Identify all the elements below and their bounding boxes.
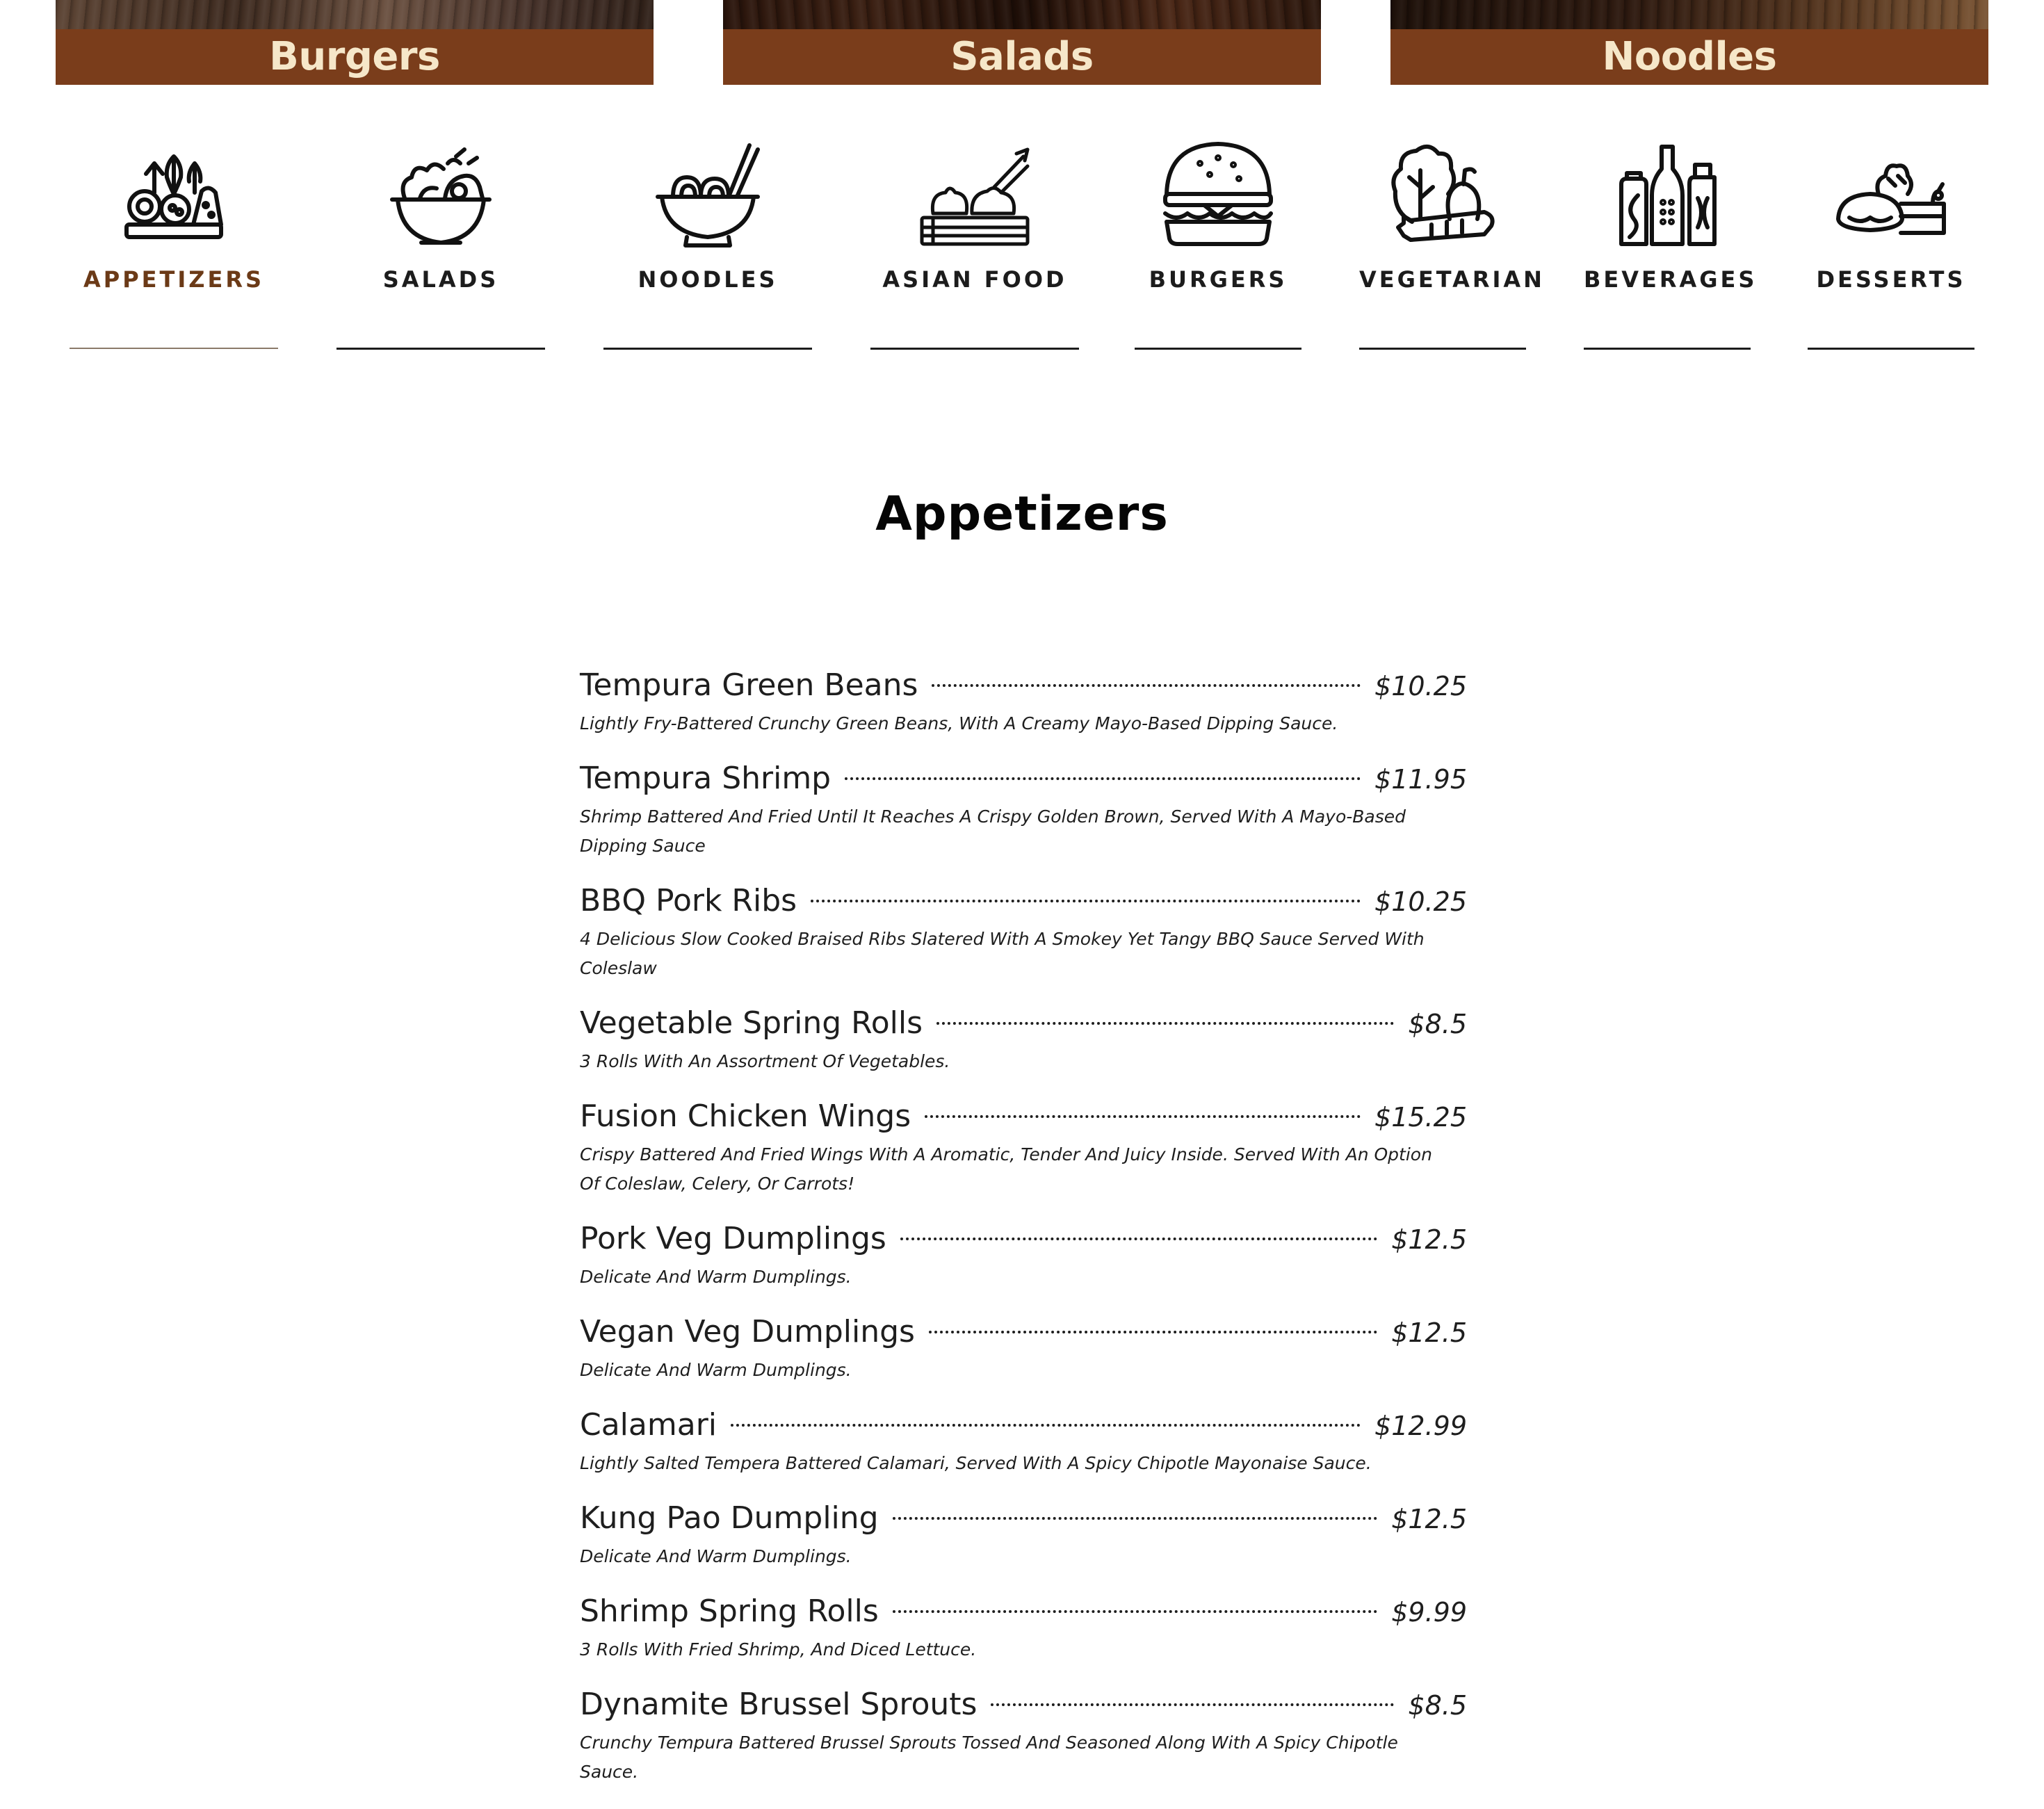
dessert-icon: [1828, 136, 1954, 254]
menu-item: [580, 1005, 1467, 1076]
tab-underline: [336, 348, 545, 350]
category-label: VEGETARIAN: [1359, 266, 1545, 293]
item-description: 3 Rolls With An Assortment Of Vegetables.: [580, 1051, 950, 1071]
item-description: Crispy Battered And Fried Wings With A Aromatic, Tender And Juicy Inside. Served With An Option Of Coleslaw, Celery, Or Carrots!: [580, 1144, 1432, 1194]
burger-icon: [1155, 136, 1281, 254]
item-price: $10.25: [1374, 886, 1467, 917]
menu-item: [580, 1098, 1467, 1199]
banner-image: [1390, 0, 1988, 29]
category-label: BURGERS: [1149, 266, 1288, 293]
item-name: Pork Veg Dumplings: [580, 1221, 886, 1256]
tab-underline: [603, 348, 812, 350]
category-label: BEVERAGES: [1584, 266, 1758, 293]
dot-leader: [893, 1517, 1378, 1520]
dot-leader: [991, 1703, 1394, 1706]
item-description: 3 Rolls With Fried Shrimp, And Diced Lettuce.: [580, 1639, 977, 1660]
item-description: Crunchy Tempura Battered Brussel Sprouts Tossed And Seasoned Along With A Spicy Chipotle Sauce.: [580, 1733, 1398, 1782]
category-label: NOODLES: [638, 266, 778, 293]
tab-underline: [1135, 348, 1301, 350]
item-name: Shrimp Spring Rolls: [580, 1593, 879, 1629]
item-price: $8.5: [1408, 1690, 1467, 1721]
menu-item: [580, 1687, 1467, 1787]
tab-asian-food[interactable]: [870, 136, 1079, 293]
menu-item: [580, 1221, 1467, 1292]
menu-list: [580, 667, 1467, 1809]
item-price: $12.5: [1391, 1504, 1467, 1534]
tab-vegetarian[interactable]: [1359, 136, 1545, 293]
tab-desserts[interactable]: [1808, 136, 1974, 293]
item-description: 4 Delicious Slow Cooked Braised Ribs Slatered With A Smokey Yet Tangy BBQ Sauce Served With Coleslaw: [580, 929, 1425, 978]
item-description: Delicate And Warm Dumplings.: [580, 1267, 852, 1287]
salad-bowl-icon: [378, 136, 503, 254]
dot-leader: [811, 900, 1361, 902]
noodle-bowl-icon: [645, 136, 770, 254]
dot-leader: [893, 1610, 1377, 1613]
tab-underline: [70, 348, 278, 349]
menu-item: [580, 1314, 1467, 1385]
item-name: Vegetable Spring Rolls: [580, 1005, 923, 1041]
dot-leader: [929, 1331, 1377, 1333]
item-name: Dynamite Brussel Sprouts: [580, 1687, 978, 1722]
item-description: Lightly Salted Tempera Battered Calamari, Served With A Spicy Chipotle Mayonaise Sauce.: [580, 1453, 1372, 1473]
dot-leader: [731, 1424, 1361, 1427]
item-price: $12.5: [1391, 1224, 1467, 1255]
item-price: $12.5: [1391, 1317, 1467, 1348]
item-name: Calamari: [580, 1407, 717, 1443]
banner-label: Noodles: [1390, 29, 1988, 85]
banner-label: Salads: [723, 29, 1321, 85]
category-label: SALADS: [382, 266, 499, 293]
tab-beverages[interactable]: [1584, 136, 1758, 293]
tab-appetizers[interactable]: [70, 136, 278, 293]
item-price: $15.25: [1374, 1102, 1467, 1133]
tab-burgers[interactable]: [1135, 136, 1301, 293]
tab-underline: [870, 348, 1079, 350]
tab-underline: [1808, 348, 1974, 350]
item-price: $8.5: [1408, 1009, 1467, 1039]
menu-item: [580, 667, 1467, 738]
dot-leader: [936, 1022, 1394, 1025]
item-name: Tempura Green Beans: [580, 667, 918, 703]
banner-burgers[interactable]: [56, 0, 654, 85]
item-description: Delicate And Warm Dumplings.: [580, 1546, 852, 1566]
item-price: $12.99: [1374, 1411, 1467, 1441]
appetizers-icon: [111, 136, 236, 254]
item-price: $9.99: [1391, 1597, 1467, 1628]
item-description: Lightly Fry-Battered Crunchy Green Beans, With A Creamy Mayo-Based Dipping Sauce.: [580, 713, 1338, 733]
section-title: Appetizers: [875, 487, 1169, 542]
banner-label: Burgers: [56, 29, 654, 85]
dot-leader: [900, 1238, 1377, 1240]
item-description: Shrimp Battered And Fried Until It Reaches A Crispy Golden Brown, Served With A Mayo-Based Dipping Sauce: [580, 806, 1406, 856]
tab-noodles[interactable]: [603, 136, 812, 293]
menu-item: [580, 1593, 1467, 1664]
item-description: Delicate And Warm Dumplings.: [580, 1360, 852, 1380]
menu-item: [580, 1407, 1467, 1478]
item-name: Vegan Veg Dumplings: [580, 1314, 915, 1349]
tab-underline: [1584, 348, 1751, 350]
tab-underline: [1359, 348, 1526, 350]
category-label: APPETIZERS: [83, 266, 264, 293]
banner-salads[interactable]: [723, 0, 1321, 85]
vegetables-icon: [1380, 136, 1505, 254]
category-label: ASIAN FOOD: [882, 266, 1067, 293]
item-name: Tempura Shrimp: [580, 761, 832, 796]
item-price: $11.95: [1374, 764, 1467, 795]
banner-image: [723, 0, 1321, 29]
item-name: Kung Pao Dumpling: [580, 1500, 879, 1536]
category-label: DESSERTS: [1816, 266, 1966, 293]
item-name: BBQ Pork Ribs: [580, 883, 797, 918]
dot-leader: [845, 777, 1361, 780]
menu-item: [580, 1500, 1467, 1571]
menu-item: [580, 761, 1467, 861]
bottles-icon: [1605, 136, 1730, 254]
banner-image: [56, 0, 654, 29]
dot-leader: [925, 1115, 1361, 1118]
item-name: Fusion Chicken Wings: [580, 1098, 911, 1134]
banner-noodles[interactable]: [1390, 0, 1988, 85]
menu-item: [580, 883, 1467, 983]
item-price: $10.25: [1374, 671, 1467, 701]
tab-salads[interactable]: [336, 136, 545, 293]
dumpling-icon: [912, 136, 1037, 254]
dot-leader: [932, 684, 1361, 687]
